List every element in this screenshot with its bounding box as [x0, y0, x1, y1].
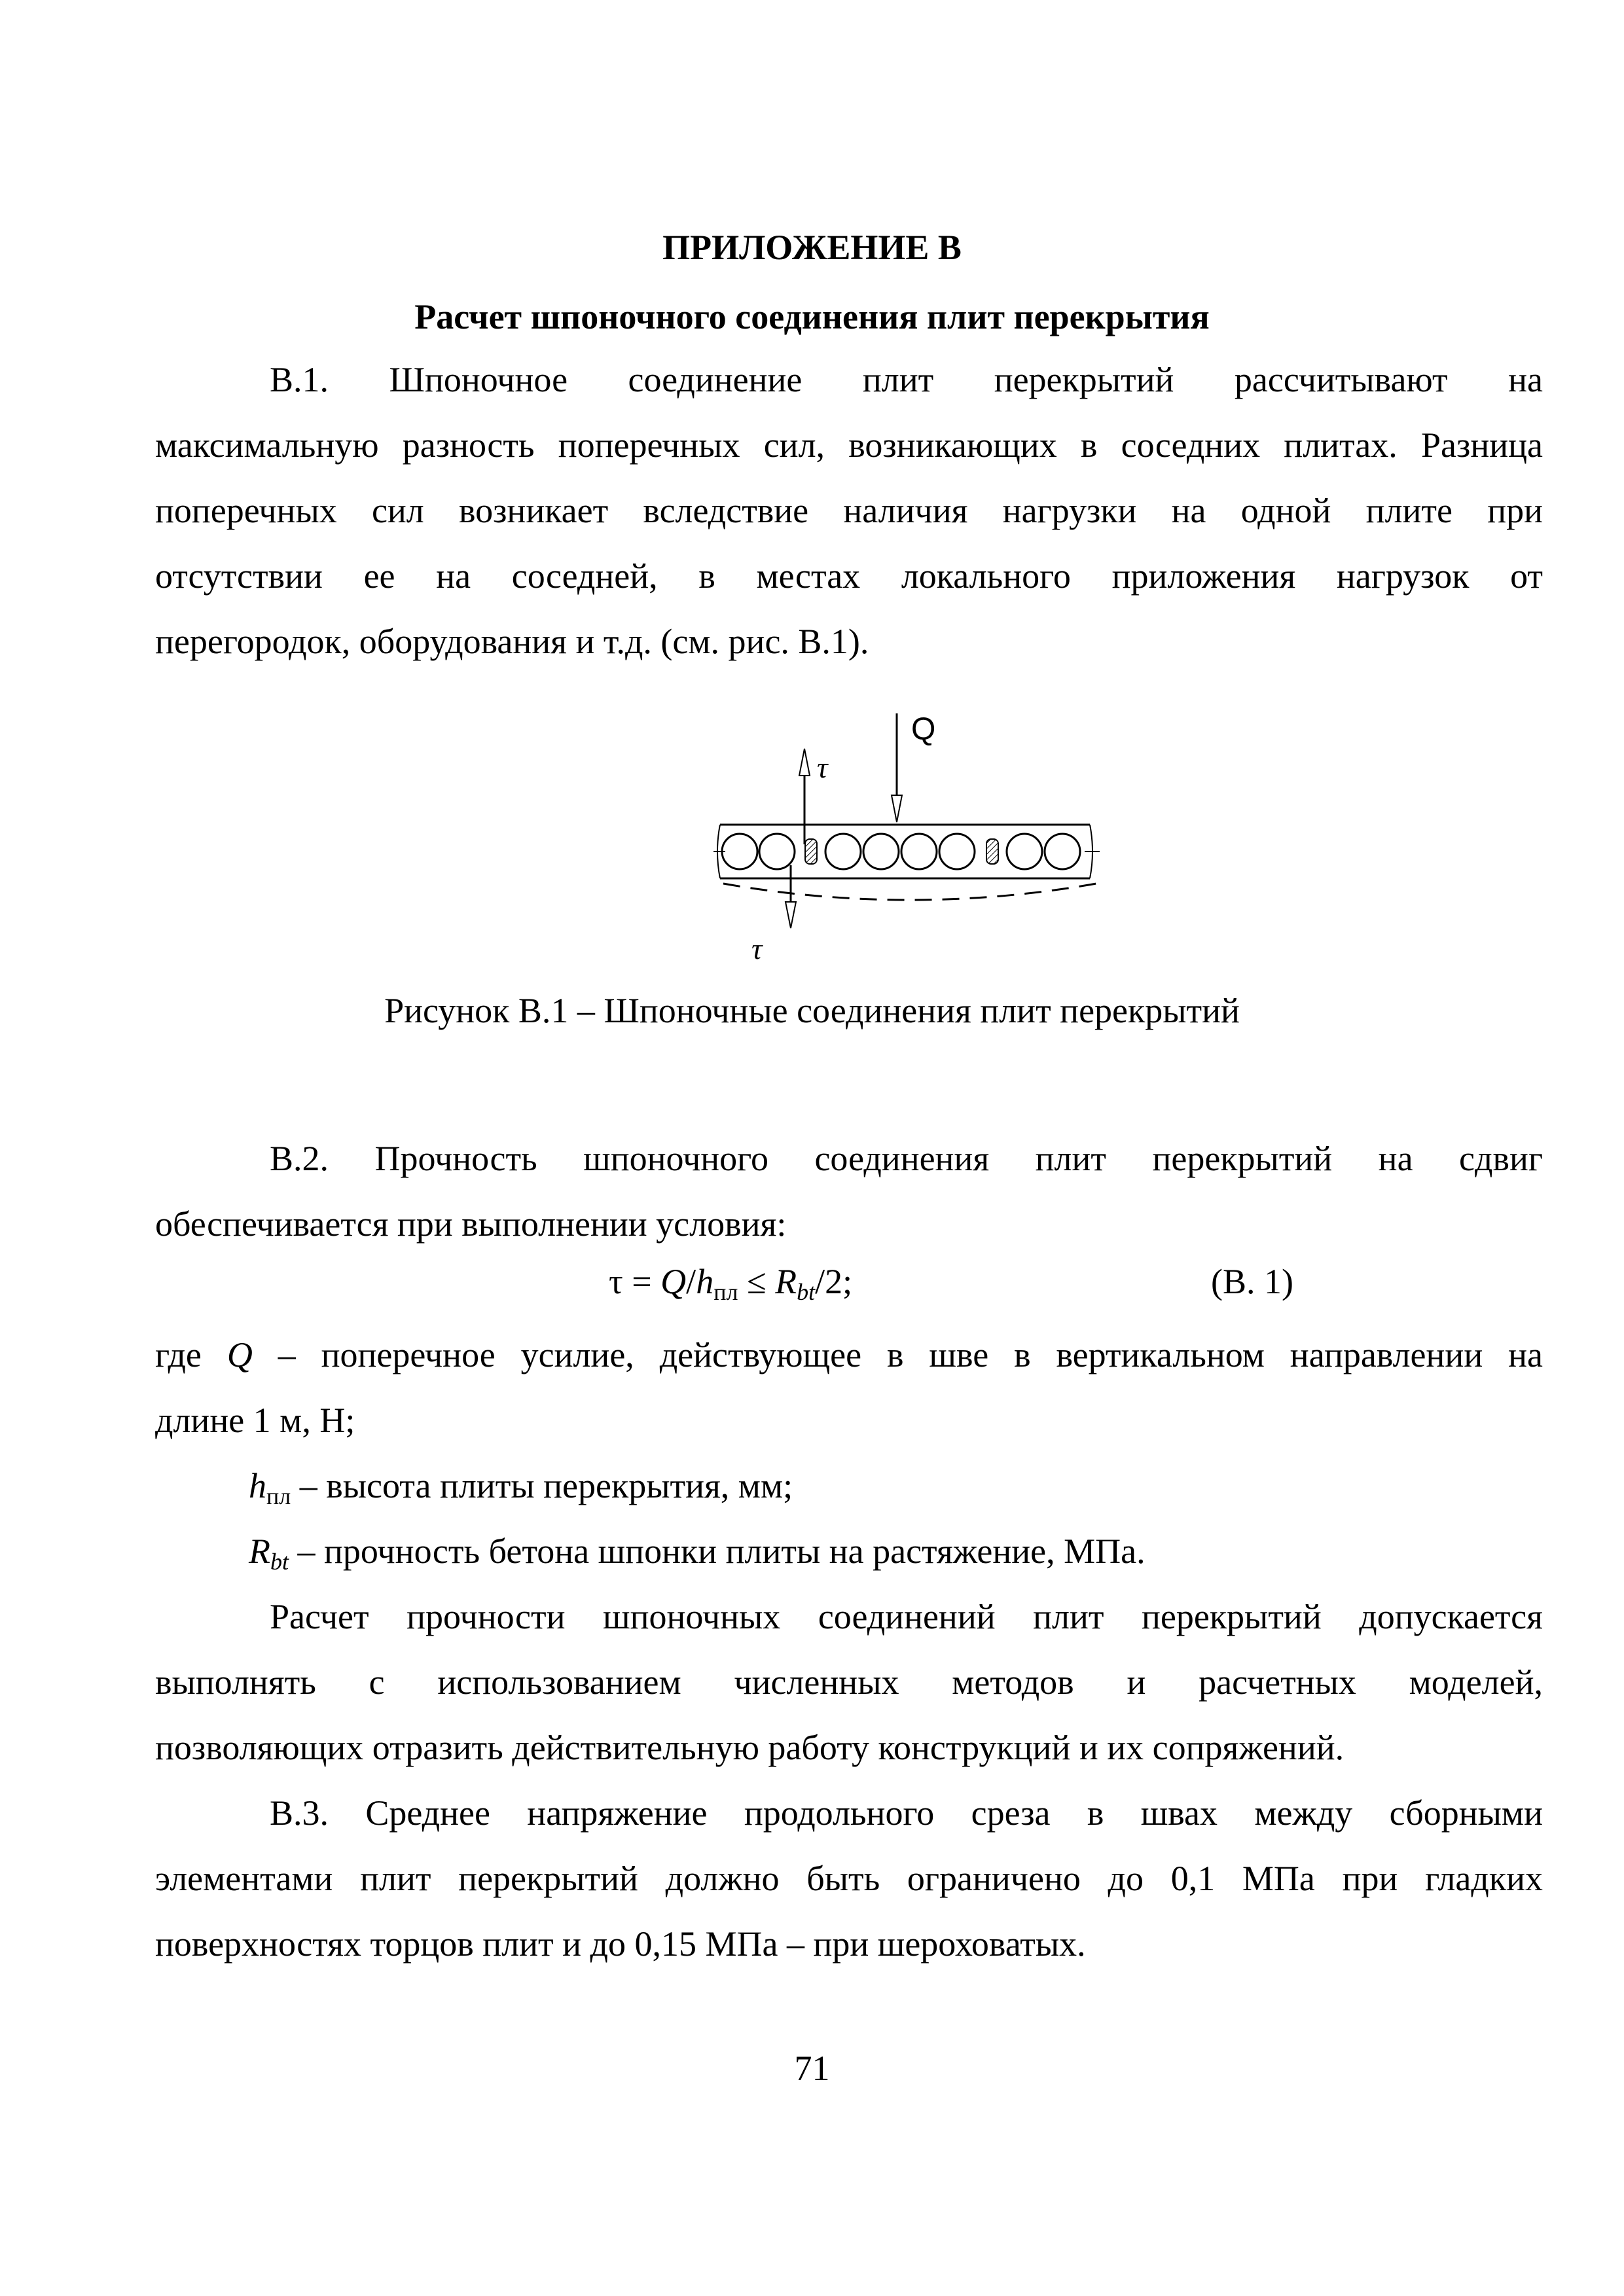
definition-q-line-1: где Q – поперечное усилие, действующее в шве в вертикальном направлении на: [155, 1335, 1543, 1374]
paragraph-b1-line-5: перегородок, оборудования и т.д. (см. рис. В.1).: [155, 622, 869, 661]
definition-r: $R_{bt}$ – прочность бетона шпонки плиты на растяжение, МПа.: [249, 1532, 1146, 1575]
slab-key-joint-figure: [713, 694, 1106, 969]
paragraph-b3-line-3: поверхностях торцов плит и до 0,15 МПа – при шероховатых.: [155, 1924, 1086, 1964]
paragraph-b2-line-2: обеспечивается при выполнении условия:: [155, 1204, 787, 1244]
hollow-cores: [722, 834, 1080, 869]
paragraph-b3-line-2: элементами плит перекрытий должно быть ограничено до 0,1 МПа при гладких: [155, 1859, 1543, 1898]
section-title: Расчет шпоночного соединения плит перекрытия: [414, 297, 1210, 336]
calc-note-line-2: выполнять с использованием численных методов и расчетных моделей,: [155, 1662, 1543, 1702]
calc-note-line-3: позволяющих отразить действительную работу конструкций и их сопряжений.: [155, 1728, 1344, 1767]
shear-arrow-up: [799, 749, 810, 844]
shear-arrow-down: [785, 865, 796, 928]
definition-h: $h_{пл}$ – высота плиты перекрытия, мм;: [249, 1466, 793, 1509]
formula-expression: $\tau = Q/h_{пл} \le R_{bt}/2$;: [609, 1262, 853, 1305]
paragraph-b1-line-1: В.1. Шпоночное соединение плит перекрытий рассчитывают на: [270, 360, 1543, 399]
figure-caption: Рисунок В.1 – Шпоночные соединения плит перекрытий: [384, 991, 1240, 1030]
paragraph-b2-line-1: В.2. Прочность шпоночного соединения плит перекрытий на сдвиг: [270, 1139, 1543, 1178]
paragraph-b3-line-1: В.3. Среднее напряжение продольного среза в швах между сборными: [270, 1793, 1543, 1833]
shear-label-top: τ: [817, 751, 828, 784]
formula-number: (В. 1): [1211, 1262, 1293, 1301]
definition-q-line-2: длине 1 м, Н;: [155, 1401, 355, 1440]
calc-note-line-1: Расчет прочности шпоночных соединений плит перекрытий допускается: [270, 1597, 1543, 1636]
paragraph-b1-line-4: отсутствии ее на соседней, в местах локального приложения нагрузок от: [155, 556, 1543, 596]
page-number: 71: [794, 2049, 830, 2088]
paragraph-b1-line-2: максимальную разность поперечных сил, возникающих в соседних плитах. Разница: [155, 425, 1543, 465]
deflection-curve: [723, 884, 1096, 900]
load-arrow: [892, 713, 902, 822]
appendix-title: ПРИЛОЖЕНИЕ В: [662, 228, 962, 267]
load-label: Q: [911, 712, 936, 747]
shear-label-bottom: τ: [751, 932, 763, 965]
paragraph-b1-line-3: поперечных сил возникает вследствие наличия нагрузки на одной плите при: [155, 491, 1543, 530]
